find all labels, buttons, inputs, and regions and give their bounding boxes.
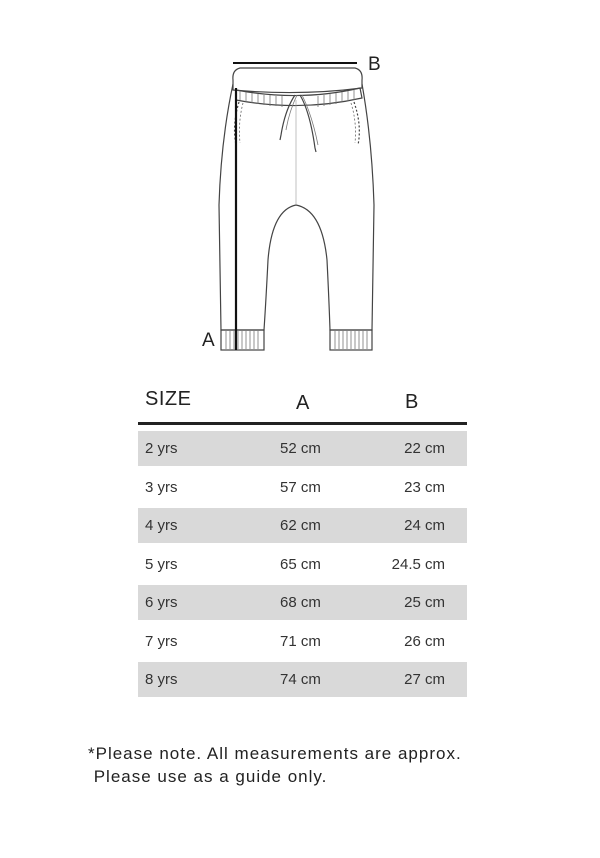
cell-b: 26 cm: [404, 632, 445, 650]
cell-a: 68 cm: [280, 594, 321, 611]
table-row: [138, 431, 467, 466]
header-size: SIZE: [145, 388, 192, 410]
cell-b: 27 cm: [404, 671, 445, 688]
table-row: [138, 547, 467, 582]
dimension-label-b: B: [368, 54, 381, 75]
cell-a: 74 cm: [280, 671, 321, 688]
cell-a: 57 cm: [280, 478, 321, 496]
header-a: A: [296, 392, 310, 414]
cell-size: 7 yrs: [145, 632, 178, 650]
left-cuff: [221, 330, 264, 350]
cell-b: 24 cm: [404, 517, 445, 534]
note-line-2: Please use as a guide only.: [88, 767, 328, 786]
cell-size: 8 yrs: [145, 671, 178, 688]
cell-size: 4 yrs: [145, 517, 178, 534]
table-row: [138, 662, 467, 697]
table-row: [138, 470, 467, 505]
note-line-1: *Please note. All measurements are approx.: [88, 744, 462, 763]
cell-b: 23 cm: [404, 478, 445, 496]
cell-size: 6 yrs: [145, 594, 178, 611]
cell-a: 65 cm: [280, 555, 321, 573]
cell-b: 22 cm: [404, 440, 445, 457]
table-header: [138, 388, 467, 425]
cell-size: 2 yrs: [145, 440, 178, 457]
cell-a: 52 cm: [280, 440, 321, 457]
disclaimer-note: [88, 742, 462, 788]
size-chart-table: [138, 388, 467, 701]
table-row: [138, 585, 467, 620]
waistband: [233, 68, 362, 93]
cell-size: 3 yrs: [145, 478, 178, 496]
table-row: [138, 624, 467, 659]
cell-a: 71 cm: [280, 632, 321, 650]
table-row: [138, 508, 467, 543]
pants-outline: [219, 84, 374, 330]
header-b: B: [405, 391, 419, 413]
cell-size: 5 yrs: [145, 555, 178, 573]
dimension-label-a: A: [202, 330, 215, 351]
cell-b: 25 cm: [404, 594, 445, 611]
cell-b: 24.5 cm: [391, 555, 445, 573]
cell-a: 62 cm: [280, 517, 321, 534]
pants-diagram: [0, 0, 600, 370]
table-body: [138, 431, 467, 697]
